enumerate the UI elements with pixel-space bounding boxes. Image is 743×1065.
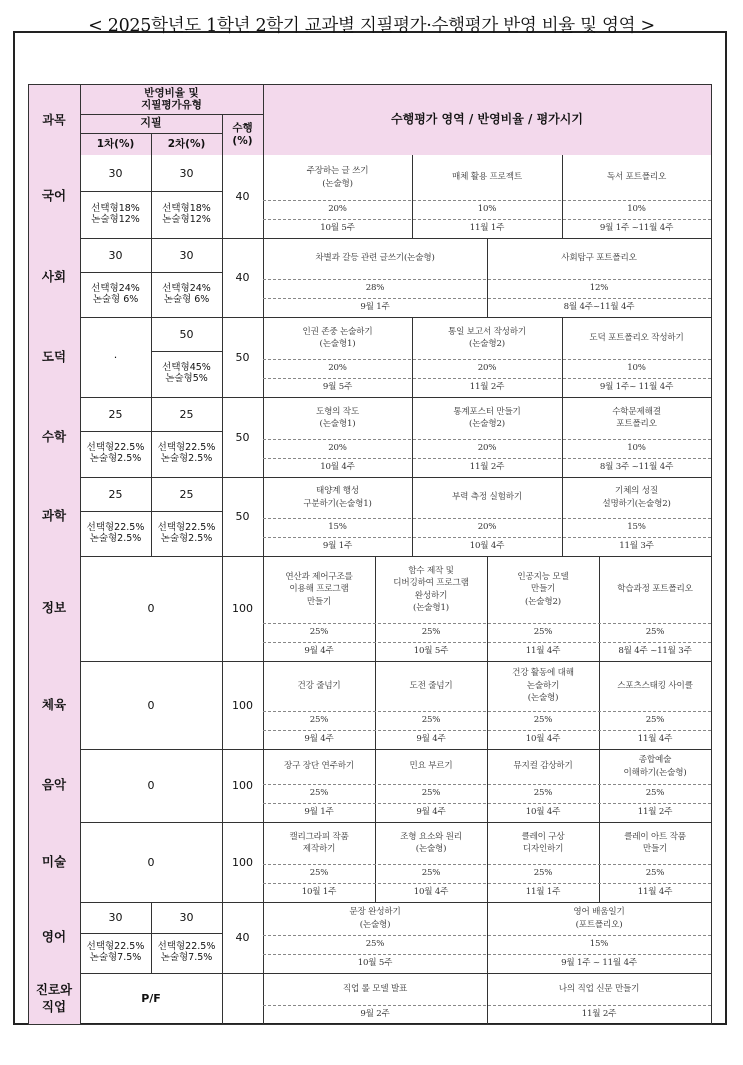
assessment-name: 건강 줄넘기 bbox=[297, 680, 341, 691]
assessment-timing: 9월 1주 bbox=[360, 302, 390, 313]
assessment-timing: 10월 4주 bbox=[320, 462, 355, 473]
page-title: < 2025학년도 1학년 2학기 교과별 지필평가·수행평가 반영 비율 및 영역 > bbox=[88, 16, 655, 36]
first-type: 선택형22.5% 논술형2.5% bbox=[86, 521, 145, 544]
assessment-name: 종합예술 이해하기(논술형) bbox=[623, 755, 687, 778]
performance-ratio: 40 bbox=[235, 190, 250, 203]
assessment-timing: 10월 4주 bbox=[525, 734, 561, 745]
assessment-ratio: 25% bbox=[421, 627, 441, 638]
assessment-ratio: 25% bbox=[365, 939, 385, 950]
assessment-timing: 11월 3주 bbox=[619, 541, 654, 552]
assessment-name: 함수 제작 및 디버깅하여 프로그램 완성하기 (논술형1) bbox=[393, 565, 469, 613]
row-divider bbox=[263, 458, 711, 459]
assessment-ratio: 25% bbox=[645, 868, 665, 879]
second-type: 선택형22.5% 논술형2.5% bbox=[157, 442, 216, 464]
subject-label: 체육 bbox=[28, 661, 80, 749]
row-divider bbox=[263, 359, 711, 360]
assessment-name: 인권 존중 논술하기 (논술형1) bbox=[302, 326, 373, 349]
assessment-name: 독서 포트폴리오 bbox=[606, 172, 667, 183]
performance-ratio: 100 bbox=[232, 698, 253, 712]
assessment-timing: 11월 1주 bbox=[525, 887, 561, 898]
assessment-timing: 10월 5주 bbox=[357, 958, 393, 969]
assessment-timing: 9월 4주 bbox=[416, 734, 446, 745]
assessment-name: 클레이 아트 작품 만들기 bbox=[624, 831, 686, 854]
row-divider bbox=[263, 378, 711, 379]
assessment-timing: 11월 4주 bbox=[525, 646, 561, 657]
row-divider bbox=[263, 642, 711, 643]
assessment-name: 조형 요소와 원리 (논술형) bbox=[400, 831, 462, 854]
assessment-name: 스포츠스태킹 사이클 bbox=[617, 680, 693, 691]
written-ratio: P/F bbox=[141, 992, 161, 1005]
performance-ratio: 100 bbox=[232, 779, 253, 792]
assessment-ratio: 25% bbox=[421, 868, 441, 879]
row-divider bbox=[263, 623, 711, 624]
row-divider bbox=[263, 935, 711, 936]
second-ratio: 25 bbox=[179, 407, 194, 421]
assessment-timing: 10월 4주 bbox=[413, 887, 449, 898]
assessment-timing: 11월 4주 bbox=[637, 887, 673, 898]
subject-label: 도덕 bbox=[28, 317, 80, 397]
assessment-name: 인공지능 모델 만들기 (논술형2) bbox=[517, 571, 569, 607]
row-divider bbox=[263, 279, 711, 280]
assessment-timing: 11월 1주 bbox=[469, 223, 505, 234]
assessment-ratio: 25% bbox=[533, 627, 553, 638]
header-subject: 과목 bbox=[28, 84, 80, 155]
assessment-timing: 11월 2주 bbox=[469, 382, 505, 393]
first-ratio: 30 bbox=[108, 166, 123, 180]
assessment-name: 차별과 갈등 관련 글쓰기(논술형) bbox=[315, 253, 435, 264]
assessment-timing: 10월 4주 bbox=[469, 541, 505, 552]
assessment-timing: 11월 2주 bbox=[581, 1009, 617, 1020]
subject-label: 국어 bbox=[28, 155, 80, 238]
second-ratio: 50 bbox=[179, 327, 194, 341]
assessment-ratio: 10% bbox=[627, 363, 646, 374]
assessment-name: 건강 활동에 대해 논술하기 (논술형) bbox=[512, 668, 574, 704]
row-divider bbox=[263, 200, 711, 201]
assessment-name: 통일 보고서 작성하기 (논술형2) bbox=[448, 326, 526, 349]
header-second: 2차(%) bbox=[151, 133, 222, 155]
row-divider bbox=[263, 1005, 711, 1006]
assessment-ratio: 20% bbox=[328, 204, 347, 215]
second-ratio: 30 bbox=[179, 911, 194, 924]
assessment-timing: 10월 5주 bbox=[320, 223, 355, 234]
performance-ratio: 40 bbox=[235, 931, 250, 944]
header-performance: 수행 (%) bbox=[222, 114, 263, 155]
second-type: 선택형22.5% 논술형2.5% bbox=[157, 521, 216, 544]
second-ratio: 30 bbox=[179, 166, 194, 180]
assessment-ratio: 25% bbox=[309, 868, 329, 879]
assessment-name: 기체의 성질 설명하기(논술형2) bbox=[602, 486, 671, 509]
performance-ratio: 40 bbox=[235, 271, 250, 284]
assessment-ratio: 28% bbox=[365, 283, 385, 294]
assessment-name: 클레이 구상 디자인하기 bbox=[521, 831, 565, 854]
assessment-timing: 9월 1주 ~11월 4주 bbox=[599, 223, 674, 234]
subject-label: 과학 bbox=[28, 477, 80, 556]
assessment-name: 도형의 작도 (논술형1) bbox=[315, 406, 360, 429]
performance-ratio: 100 bbox=[232, 855, 253, 869]
assessment-timing: 9월 5주 bbox=[322, 382, 353, 393]
assessment-name: 연산과 제어구조를 이용해 프로그램 만들기 bbox=[285, 571, 353, 607]
performance-ratio: 50 bbox=[235, 510, 250, 523]
assessment-ratio: 25% bbox=[421, 715, 441, 726]
assessment-ratio: 10% bbox=[627, 443, 646, 454]
assessment-ratio: 15% bbox=[627, 522, 646, 533]
column-divider bbox=[222, 114, 223, 155]
assessment-timing: 9월 4주 bbox=[416, 807, 446, 818]
second-ratio: 25 bbox=[179, 487, 194, 501]
first-type: 선택형22.5% 논술형2.5% bbox=[86, 442, 145, 464]
first-ratio: 25 bbox=[108, 487, 123, 501]
assessment-ratio: 10% bbox=[627, 204, 646, 215]
assessment-timing: 10월 5주 bbox=[413, 646, 449, 657]
row-divider bbox=[263, 784, 711, 785]
assessment-ratio: 10% bbox=[477, 204, 497, 215]
second-type: 선택형18% 논술형12% bbox=[162, 202, 211, 225]
assessment-ratio: 25% bbox=[421, 788, 441, 799]
subject-label: 미술 bbox=[28, 822, 80, 902]
assessment-timing: 9월 1주~ 11월 4주 bbox=[599, 382, 674, 393]
header-first: 1차(%) bbox=[80, 133, 151, 155]
row-divider bbox=[263, 883, 711, 884]
row-divider bbox=[263, 803, 711, 804]
assessment-name: 영어 배움일기 (포트폴리오) bbox=[573, 907, 625, 930]
assessment-ratio: 15% bbox=[589, 939, 609, 950]
row-divider bbox=[263, 954, 711, 955]
assessment-timing: 9월 1주 bbox=[322, 541, 353, 552]
assessment-name: 캘리그라피 작품 제작하기 bbox=[289, 831, 349, 854]
assessment-timing: 9월 2주 bbox=[360, 1009, 390, 1020]
assessment-ratio: 20% bbox=[477, 443, 497, 454]
row-divider bbox=[263, 439, 711, 440]
assessment-timing: 8월 3주 ~11월 4주 bbox=[599, 462, 674, 473]
second-type: 선택형24% 논술형 6% bbox=[162, 282, 211, 305]
assessment-ratio: 25% bbox=[645, 715, 665, 726]
performance-ratio: 50 bbox=[235, 430, 250, 444]
second-type: 선택형22.5% 논술형7.5% bbox=[157, 941, 216, 963]
header-performance-areas: 수행평가 영역 / 반영비율 / 평가시기 bbox=[263, 84, 711, 155]
assessment-ratio: 20% bbox=[328, 363, 347, 374]
assessment-timing: 11월 2주 bbox=[637, 807, 673, 818]
assessment-name: 민요 부르기 bbox=[409, 761, 453, 772]
subject-label: 음악 bbox=[28, 749, 80, 822]
subject-label: 정보 bbox=[28, 556, 80, 661]
written-ratio: 0 bbox=[147, 779, 155, 792]
header-ratio-type: 반영비율 및 지필평가유형 bbox=[80, 84, 263, 114]
second-ratio: 30 bbox=[179, 248, 194, 262]
assessment-name: 도전 줄넘기 bbox=[409, 680, 453, 691]
subject-label: 수학 bbox=[28, 397, 80, 477]
assessment-name: 매체 활용 프로젝트 bbox=[452, 172, 522, 183]
column-divider bbox=[263, 84, 264, 155]
performance-ratio: 50 bbox=[235, 350, 250, 364]
subject-label: 사회 bbox=[28, 238, 80, 317]
first-ratio: 30 bbox=[108, 911, 123, 924]
row-divider bbox=[263, 864, 711, 865]
header-written: 지필 bbox=[80, 114, 222, 133]
assessment-name: 직업 롤 모델 발표 bbox=[342, 983, 408, 994]
assessment-ratio: 25% bbox=[309, 788, 329, 799]
assessment-timing: 8월 4주~11월 4주 bbox=[563, 302, 635, 313]
assessment-name: 통계포스터 만들기 (논술형2) bbox=[453, 406, 521, 429]
performance-ratio: 100 bbox=[232, 602, 253, 615]
assessment-ratio: 25% bbox=[533, 715, 553, 726]
first-type: 선택형18% 논술형12% bbox=[91, 202, 140, 225]
written-ratio: 0 bbox=[147, 855, 155, 869]
assessment-ratio: 25% bbox=[533, 788, 553, 799]
assessment-timing: 11월 2주 bbox=[469, 462, 505, 473]
assessment-ratio: 25% bbox=[645, 627, 665, 638]
assessment-ratio: 20% bbox=[328, 443, 347, 454]
assessment-name: 문장 완성하기 (논술형) bbox=[349, 907, 401, 930]
first-ratio: 30 bbox=[108, 248, 123, 262]
assessment-timing: 9월 4주 bbox=[304, 646, 334, 657]
column-divider bbox=[151, 133, 152, 155]
performance-ratio bbox=[222, 973, 263, 1024]
assessment-ratio: 12% bbox=[589, 283, 609, 294]
row-divider bbox=[263, 219, 711, 220]
written-ratio: 0 bbox=[147, 698, 155, 712]
first-ratio: · bbox=[113, 350, 118, 364]
assessment-ratio: 20% bbox=[477, 363, 497, 374]
row-divider bbox=[28, 1024, 711, 1025]
assessment-name: 수학문제해결 포트폴리오 bbox=[612, 406, 661, 429]
assessment-name: 장구 장단 연주하기 bbox=[284, 761, 354, 772]
first-ratio: 25 bbox=[108, 407, 123, 421]
subject-label: 진로와 직업 bbox=[28, 973, 80, 1024]
written-ratio: 0 bbox=[147, 602, 155, 615]
assessment-name: 학습과정 포트폴리오 bbox=[617, 584, 693, 595]
assessment-name: 뮤지컬 감상하기 bbox=[513, 761, 573, 772]
row-divider bbox=[80, 114, 263, 115]
row-divider bbox=[263, 711, 711, 712]
assessment-name: 도덕 포트폴리오 작성하기 bbox=[589, 332, 684, 343]
assessment-name: 나의 직업 신문 만들기 bbox=[558, 983, 640, 994]
assessment-timing: 8월 4주 ~11월 3주 bbox=[618, 646, 692, 657]
assessment-timing: 9월 1주 bbox=[304, 807, 334, 818]
row-divider bbox=[263, 730, 711, 731]
column-divider bbox=[711, 84, 712, 1025]
row-divider bbox=[263, 298, 711, 299]
assessment-timing: 10월 1주 bbox=[301, 887, 337, 898]
assessment-ratio: 20% bbox=[477, 522, 497, 533]
row-divider bbox=[263, 518, 711, 519]
assessment-timing: 11월 4주 bbox=[637, 734, 673, 745]
assessment-ratio: 25% bbox=[309, 715, 329, 726]
assessment-timing: 10월 4주 bbox=[525, 807, 561, 818]
assessment-name: 태양계 행성 구분하기(논술형1) bbox=[303, 486, 372, 509]
assessment-ratio: 25% bbox=[645, 788, 665, 799]
assessment-timing: 9월 4주 bbox=[304, 734, 334, 745]
column-divider bbox=[28, 84, 29, 1024]
first-type: 선택형22.5% 논술형7.5% bbox=[86, 941, 145, 963]
row-divider bbox=[28, 84, 711, 85]
subject-label: 영어 bbox=[28, 902, 80, 973]
assessment-ratio: 25% bbox=[533, 868, 553, 879]
assessment-timing: 9월 1주 ~ 11월 4주 bbox=[561, 958, 637, 969]
assessment-name: 부력 측정 실험하기 bbox=[452, 492, 522, 503]
second-type: 선택형45% 논술형5% bbox=[162, 362, 211, 384]
assessment-ratio: 25% bbox=[309, 627, 329, 638]
assessment-ratio: 15% bbox=[328, 522, 347, 533]
row-divider bbox=[263, 537, 711, 538]
assessment-name: 사회탐구 포트폴리오 bbox=[561, 253, 637, 264]
column-divider bbox=[80, 84, 81, 155]
first-type: 선택형24% 논술형 6% bbox=[91, 282, 140, 305]
assessment-name: 주장하는 글 쓰기 (논술형) bbox=[306, 166, 369, 189]
